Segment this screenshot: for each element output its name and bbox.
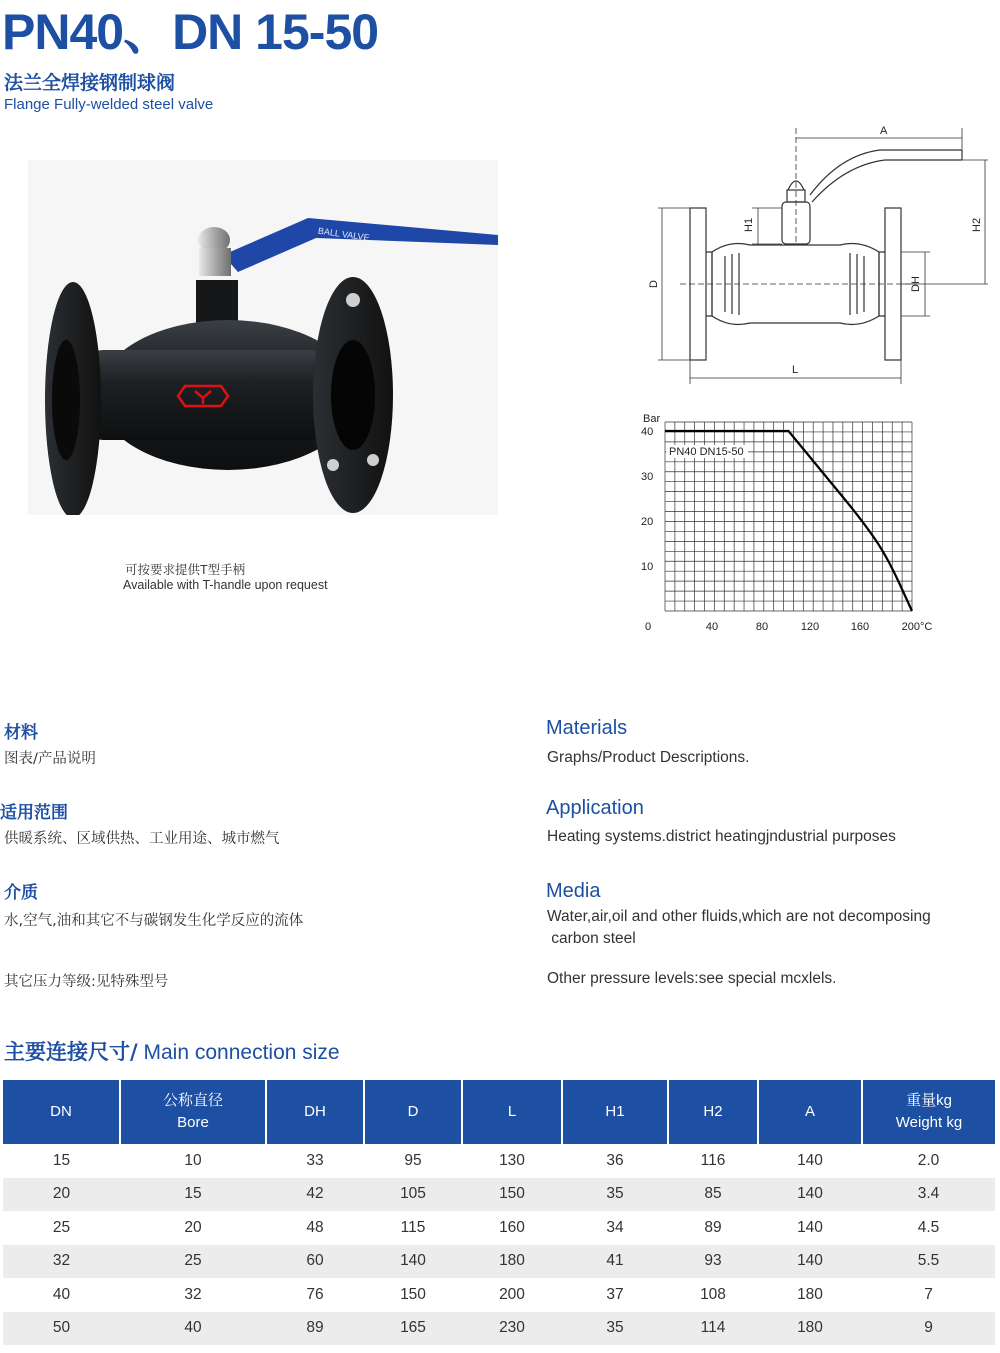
table-cell: 115: [400, 1218, 426, 1236]
subtitle-en: Flange Fully-welded steel valve: [4, 96, 214, 113]
dim-label-h2: H2: [971, 217, 983, 232]
table-cell: 95: [404, 1151, 422, 1169]
header-h2: H2: [668, 1080, 758, 1144]
table-cell: 35: [562, 1178, 668, 1212]
table-cell: 165: [364, 1312, 462, 1346]
table-cell: 35: [562, 1312, 668, 1346]
table-cell: 40: [120, 1312, 266, 1346]
table-cell: 4.5: [917, 1218, 940, 1236]
header-h1: H1: [562, 1080, 668, 1144]
table-cell: 25: [52, 1218, 71, 1236]
chart-y-tick-label: 30: [641, 471, 654, 483]
note-cn: 其它压力等级:见特殊型号: [4, 974, 169, 990]
header-dn: DN: [3, 1080, 120, 1144]
dim-label-dh: DH: [910, 276, 922, 292]
product-photo: [28, 160, 498, 515]
section-application-title-en: Application: [546, 797, 644, 819]
table-cell: 50: [3, 1312, 120, 1346]
section-media-text-en-line2: carbon steel: [547, 930, 636, 947]
header-weight: 重量kg Weight kg: [862, 1080, 995, 1144]
section-application-text-en: Heating systems.district heatingjndustrial purposes: [547, 828, 896, 845]
table-cell: 60: [266, 1245, 364, 1279]
table-cell: 180: [797, 1285, 823, 1303]
table-cell: 140: [758, 1178, 862, 1212]
header-dh: DH: [266, 1080, 364, 1144]
table-cell: 140: [797, 1151, 823, 1169]
section-media-title-cn: 介质: [4, 883, 38, 903]
table-row: [3, 1144, 995, 1178]
table-title: [4, 1036, 340, 1066]
table-cell: 140: [797, 1218, 823, 1236]
dim-label-l: L: [792, 364, 799, 376]
note-en: Other pressure levels:see special mcxlels.: [547, 970, 837, 987]
table-cell: 150: [462, 1178, 562, 1212]
table-cell: 230: [462, 1312, 562, 1346]
section-materials-title-cn: 材料: [4, 723, 38, 743]
header-a: A: [758, 1080, 862, 1144]
header-l: L: [462, 1080, 562, 1144]
table-cell: 34: [606, 1218, 624, 1236]
table-cell: 10: [184, 1151, 202, 1169]
table-cell: 48: [306, 1218, 324, 1236]
table-row: [3, 1278, 995, 1312]
section-media-text-cn: 水,空气,油和其它不与碳钢发生化学反应的流体: [4, 913, 304, 929]
table-cell: 93: [668, 1245, 758, 1279]
ball-valve-illustration: [28, 160, 498, 515]
dim-label-d: D: [648, 280, 660, 288]
table-cell: 116: [700, 1151, 726, 1169]
table-cell: 160: [499, 1218, 525, 1236]
table-cell: 89: [704, 1218, 722, 1236]
table-cell: 5.5: [862, 1245, 995, 1279]
section-application-title-cn: 适用范围: [0, 803, 68, 823]
pressure-temperature-chart: [635, 408, 945, 640]
table-cell: 180: [462, 1245, 562, 1279]
handle-label: BALL VALVE: [317, 225, 371, 243]
section-media-title-en: Media: [546, 880, 601, 902]
table-cell: 85: [668, 1178, 758, 1212]
table-header-row: [3, 1080, 995, 1144]
table-row: [3, 1245, 995, 1279]
table-cell: 130: [499, 1151, 525, 1169]
page-title: PN40、DN 15-50: [2, 4, 379, 60]
table-cell: 108: [700, 1285, 726, 1303]
header-d: D: [364, 1080, 462, 1144]
table-cell: 36: [606, 1151, 624, 1169]
chart-y-tick-label: 40: [641, 426, 654, 438]
table-cell: 32: [184, 1285, 202, 1303]
chart-x-tick-label: 80: [755, 621, 769, 633]
table-cell: 41: [562, 1245, 668, 1279]
table-cell: 3.4: [862, 1178, 995, 1212]
table-cell: 180: [758, 1312, 862, 1346]
table-title-cn: 主要连接尺寸/: [4, 1040, 138, 1064]
table-cell: 7: [924, 1285, 933, 1303]
chart-y-tick-label: 10: [641, 561, 654, 573]
table-cell: 40: [52, 1285, 71, 1303]
chart-y-axis-label: Bar: [643, 413, 661, 425]
section-media-text-en: Water,air,oil and other fluids,which are not decomposing: [547, 908, 931, 925]
table-cell: 200: [499, 1285, 525, 1303]
table-cell: 140: [364, 1245, 462, 1279]
table-cell: 9: [862, 1312, 995, 1346]
chart-y-tick-label: 20: [641, 516, 654, 528]
chart-x-tick-label: 160: [850, 621, 870, 633]
table-cell: 20: [3, 1178, 120, 1212]
section-materials-text-en: Graphs/Product Descriptions.: [547, 749, 750, 766]
connection-size-table: [3, 1080, 995, 1345]
table-cell: 20: [184, 1218, 202, 1236]
table-cell: 105: [364, 1178, 462, 1212]
table-cell: 2.0: [917, 1151, 940, 1169]
table-cell: 114: [668, 1312, 758, 1346]
table-cell: 42: [266, 1178, 364, 1212]
dim-label-a: A: [880, 125, 888, 137]
table-title-en: Main connection size: [137, 1041, 340, 1064]
table-cell: 76: [306, 1285, 324, 1303]
table-cell: 33: [306, 1151, 324, 1169]
dimension-drawing: [640, 120, 990, 400]
table-cell: 140: [758, 1245, 862, 1279]
table-cell: 32: [3, 1245, 120, 1279]
section-materials-text-cn: 图表/产品说明: [4, 751, 96, 767]
table-row: [3, 1211, 995, 1245]
dim-label-h1: H1: [743, 217, 755, 232]
chart-x-tick-label: 0: [645, 621, 652, 633]
table-row: [3, 1178, 995, 1212]
header-bore: 公称直径 Bore: [120, 1080, 266, 1144]
table-cell: 15: [120, 1178, 266, 1212]
table-cell: 89: [266, 1312, 364, 1346]
section-application-text-cn: 供暖系统、区域供热、工业用途、城市燃气: [4, 831, 280, 847]
photo-caption-cn: 可按要求提供T型手柄: [125, 563, 246, 577]
chart-x-tick-label: 40: [705, 621, 719, 633]
chart-x-tick-label: 120: [800, 621, 820, 633]
table-cell: 150: [400, 1285, 426, 1303]
section-materials-title-en: Materials: [546, 717, 628, 739]
photo-caption-en: Available with T-handle upon request: [123, 578, 328, 592]
chart-title: PN40 DN15-50: [669, 446, 744, 458]
chart-x-tick-label: 200°C: [901, 621, 933, 633]
table-cell: 25: [120, 1245, 266, 1279]
table-cell: 37: [606, 1285, 624, 1303]
table-cell: 15: [52, 1151, 71, 1169]
subtitle-cn: 法兰全焊接钢制球阀: [4, 72, 176, 94]
table-row: [3, 1312, 995, 1346]
